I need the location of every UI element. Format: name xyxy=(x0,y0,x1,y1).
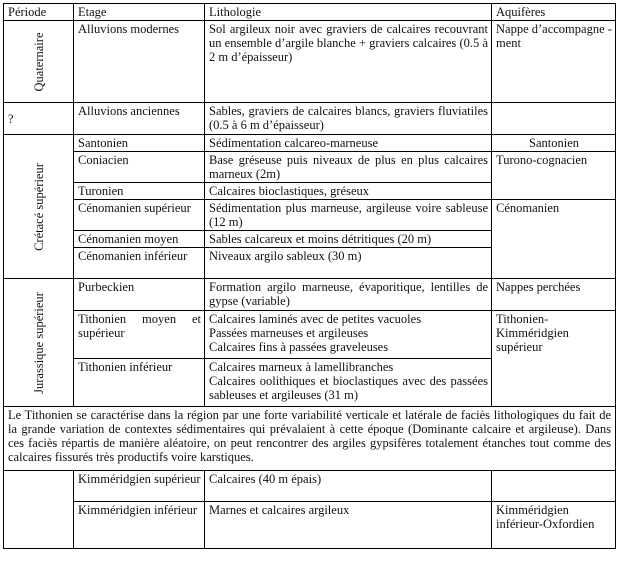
lithologie-cell: Sédimentation calcareo-marneuse xyxy=(205,135,492,152)
table-row xyxy=(4,135,616,152)
aquifere-cell: Turono-cognacien xyxy=(492,152,616,200)
periode-label: Jurassique supérieur xyxy=(31,291,46,394)
etage-cell: Tithonien moyen et supérieur xyxy=(74,311,205,359)
periode-quaternaire xyxy=(4,21,74,103)
lithologie-cell: Niveaux argilo sableux (30 m) xyxy=(205,248,492,279)
etage-cell: Coniacien xyxy=(74,152,205,183)
aquifere-cell: Kimméridgien inférieur-Oxfordien xyxy=(492,502,616,549)
tithonien-note: Le Tithonien se caractérise dans la région par une forte variabilité verticale et latérale de faciès lithologiques du fait de la grande variation de contextes sédimentaires qui prévalaient à cette époque (Dominante calcaire et argileuse). Dans ces faciès répartis de manière aléatoire, on peut rencontrer des argiles gypsifères totalement étanches tout comme des calcaires fissurés très productifs voire karstiques. xyxy=(4,407,616,471)
note-row xyxy=(4,407,616,471)
lithologie-cell: Sol argileux noir avec graviers de calcaires recouvrant un ensemble d’argile blanche + graviers calcaires (0.5 à 2 m d’épaisseur) xyxy=(205,21,492,103)
periode-label: Quaternaire xyxy=(31,32,46,91)
lithologie-line: Calcaires marneux à lamellibranches xyxy=(209,360,394,374)
etage-cell: Tithonien inférieur xyxy=(74,359,205,407)
etage-cell: Alluvions anciennes xyxy=(74,103,205,135)
lithologie-cell: Sables calcareux et moins détritiques (20 m) xyxy=(205,231,492,248)
lithologie-cell xyxy=(205,311,492,359)
table-row xyxy=(4,471,616,502)
lithologie-cell: Marnes et calcaires argileux xyxy=(205,502,492,549)
etage-cell: Cénomanien inférieur xyxy=(74,248,205,279)
periode-cretace xyxy=(4,135,74,279)
header-lithologie: Lithologie xyxy=(205,4,492,21)
lithologie-cell: Base gréseuse puis niveaux de plus en plus calcaires marneux (2m) xyxy=(205,152,492,183)
etage-cell: Cénomanien moyen xyxy=(74,231,205,248)
etage-cell: Alluvions modernes xyxy=(74,21,205,103)
table-row xyxy=(4,502,616,549)
lithologie-cell: Sédimentation plus marneuse, argileuse voire sableuse (12 m) xyxy=(205,200,492,231)
lithologie-line: Calcaires fins à passées graveleuses xyxy=(209,340,389,354)
periode-unknown: ? xyxy=(4,103,74,135)
table-row xyxy=(4,21,616,103)
stratigraphy-table xyxy=(3,3,616,549)
aquifere-cell: Santonien xyxy=(492,135,616,152)
lithologie-line: Passées marneuses et argileuses xyxy=(209,326,369,340)
etage-cell: Purbeckien xyxy=(74,279,205,311)
header-periode: Période xyxy=(4,4,74,21)
lithologie-cell xyxy=(205,359,492,407)
lithologie-cell: Calcaires bioclastiques, gréseux xyxy=(205,183,492,200)
lithologie-line: Calcaires oolithiques et bioclastiques avec des passées sableuses et argileuses (31 m) xyxy=(209,374,488,402)
aquifere-cell xyxy=(492,103,616,135)
table-row xyxy=(4,103,616,135)
periode-jurassique xyxy=(4,279,74,407)
table-row xyxy=(4,279,616,311)
lithologie-cell: Sables, graviers de calcaires blancs, graviers fluviatiles (0.5 à 6 m d’épaisseur) xyxy=(205,103,492,135)
etage-cell: Turonien xyxy=(74,183,205,200)
aquifere-cell: Tithonien-Kimméridgien supérieur xyxy=(492,311,616,407)
etage-cell: Cénomanien supérieur xyxy=(74,200,205,231)
header-etage: Etage xyxy=(74,4,205,21)
header-row xyxy=(4,4,616,21)
table-row xyxy=(4,200,616,231)
lithologie-cell: Formation argilo marneuse, évaporitique, lentilles de gypse (variable) xyxy=(205,279,492,311)
table-row xyxy=(4,311,616,359)
aquifere-cell xyxy=(492,471,616,502)
periode-empty xyxy=(4,471,74,549)
periode-label: Crétacé supérieur xyxy=(31,162,46,251)
header-aquiferes: Aquifères xyxy=(492,4,616,21)
etage-cell: Kimméridgien supérieur xyxy=(74,471,205,502)
aquifere-cell: Cénomanien xyxy=(492,200,616,279)
lithologie-cell: Calcaires (40 m épais) xyxy=(205,471,492,502)
lithologie-line: Calcaires laminés avec de petites vacuoles xyxy=(209,312,422,326)
etage-cell: Santonien xyxy=(74,135,205,152)
aquifere-cell: Nappe d’accompagne -ment xyxy=(492,21,616,103)
table-row xyxy=(4,152,616,183)
etage-cell: Kimméridgien inférieur xyxy=(74,502,205,549)
aquifere-cell: Nappes perchées xyxy=(492,279,616,311)
